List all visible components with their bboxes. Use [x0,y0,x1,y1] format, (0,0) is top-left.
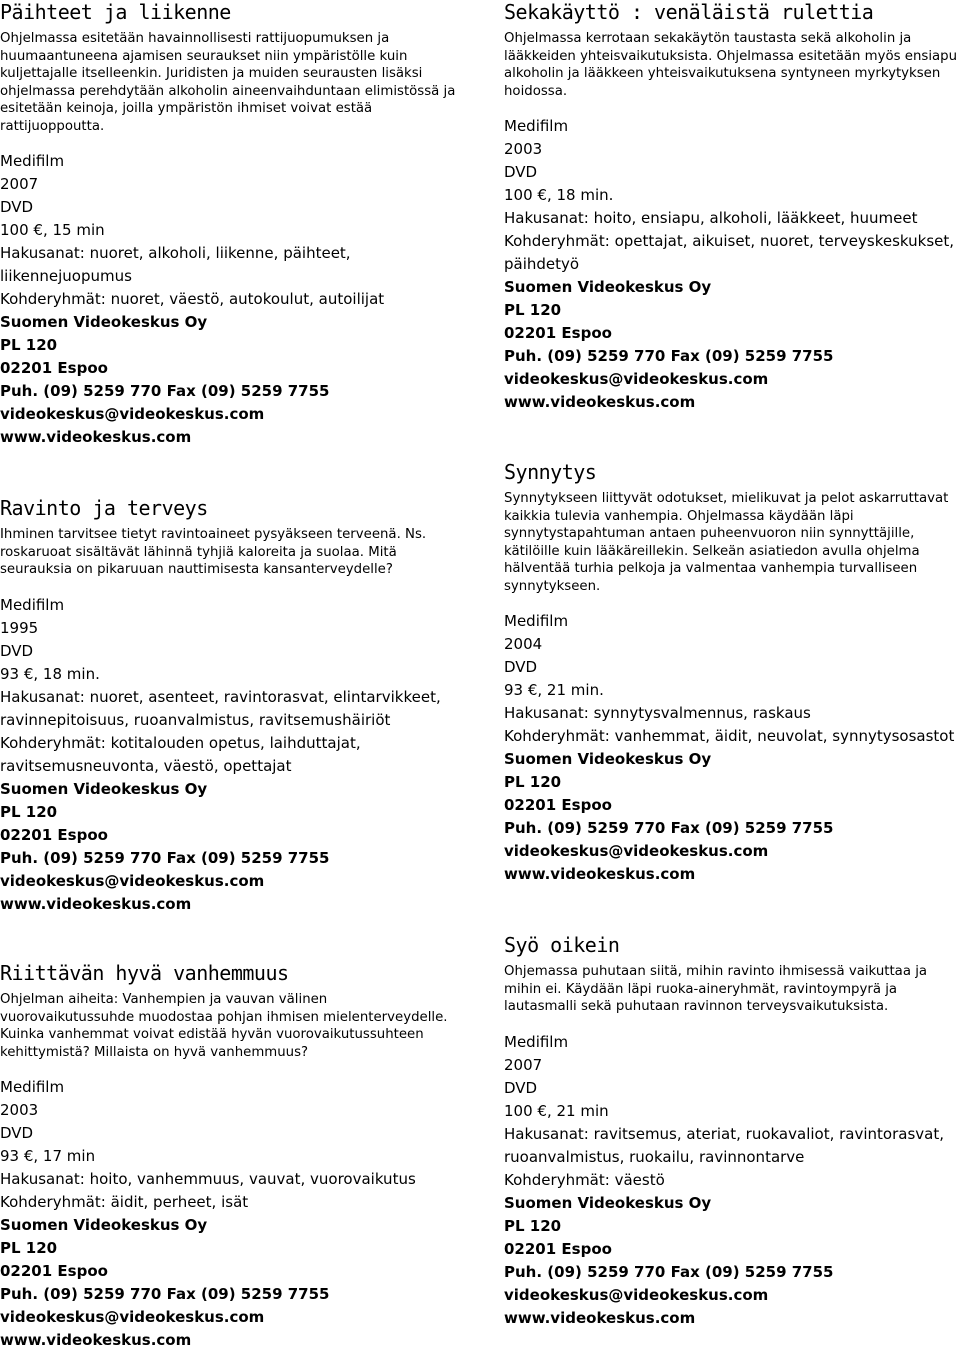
entry-keywords: Hakusanat: nuoret, alkoholi, liikenne, päihteet, liikennejuopumus [0,244,351,285]
entry-description: Synnytykseen liittyvät odotukset, mielikuvat ja pelot askarruttavat kaikkia tulevia vanhempia. Ohjelmassa käydään läpi synnytystapahtuman antaen puheenvuoron niin synnyttäjille, kätilöille kuin lääkäreillekin. Selkeän asiatiedon avulla ohjelma hälventää turhia pelkoja ja valmentaa vanhempia turvalliseen synnytykseen. [504,491,949,594]
contact-pobox: PL 120 [504,773,562,791]
entry-format: DVD [504,658,538,676]
entry-title: Päihteet ja liikenne [0,0,231,24]
entry-description: Ohjemassa puhutaan siitä, mihin ravinto ihmisessä vaikuttaa ja mihin ei. Käydään läpi ruoka-aineryhmät, ravintoympyrä ja lautasmalli sekä puhutaan ravinnon terveysvaikutuksista. [504,964,928,1014]
entry-details [0,594,456,916]
entry-format: DVD [504,163,538,181]
entry-format: DVD [0,1124,34,1142]
entry-description: Ohjelmassa esitetään havainnollisesti rattijuopumuksen ja huumaantuneena ajamisen seuraukset niin ympäristölle kuin kuljettajalle itselleenkin. Juridisten ja muiden seurausten lisäksi ohjelmassa perehdytään alkoholin aineenvaihduntaan elimistössä ja esitetään keinoja, joilla ympäristön ihmiset voivat estää rattijuoppoutta. [0,31,456,134]
entry-title: Ravinto ja terveys [0,496,208,520]
entry-price: 100 €, 21 min [504,1101,609,1120]
contact-company: Suomen Videokeskus Oy [0,1216,208,1234]
contact-web[interactable]: www.videokeskus.com [0,428,192,446]
contact-phone: Puh. (09) 5259 770 Fax (09) 5259 7755 [504,1262,834,1281]
contact-email[interactable]: videokeskus@videokeskus.com [0,871,265,890]
contact-pobox: PL 120 [0,1239,58,1257]
entry-producer: Medifilm [0,1078,65,1096]
entry-title: Sekakäyttö : venäläistä rulettia [504,0,874,24]
entry-producer: Medifilm [504,1032,569,1051]
entry-year: 2007 [0,175,39,193]
contact-postal: 02201 Espoo [504,796,612,814]
entry-details [504,115,960,414]
entry-keywords: Hakusanat: hoito, ensiapu, alkoholi, lääkkeet, huumeet [504,209,918,227]
entry-price: 100 €, 18 min. [504,186,614,204]
contact-pobox: PL 120 [0,336,58,354]
catalog-entry [0,961,456,1352]
entry-title: Riittävän hyvä vanhemmuus [0,961,289,985]
catalog-entry [0,496,456,916]
entry-producer: Medifilm [504,612,569,630]
contact-pobox: PL 120 [504,1216,562,1235]
contact-postal: 02201 Espoo [0,1262,108,1280]
contact-pobox: PL 120 [504,301,562,319]
entry-description: Ohjelman aiheita: Vanhempien ja vauvan välinen vuorovaikutussuhde muodostaa pohjan ihmisen mielenterveydelle. Kuinka vanhemmat voivat edistää hyvän vuorovaikutussuhteen kehittymistä? Millaista on hyvä vanhemmuus? [0,992,448,1060]
entry-price: 93 €, 17 min [0,1147,96,1165]
contact-postal: 02201 Espoo [504,1239,612,1258]
entry-producer: Medifilm [504,117,569,135]
entry-keywords: Hakusanat: synnytysvalmennus, raskaus [504,704,811,722]
catalog-entry [504,460,960,886]
entry-details [504,1031,960,1330]
entry-keywords: Hakusanat: hoito, vanhemmuus, vauvat, vuorovaikutus [0,1170,416,1188]
contact-web[interactable]: www.videokeskus.com [0,1331,192,1349]
entry-title: Syö oikein [504,933,620,957]
contact-phone: Puh. (09) 5259 770 Fax (09) 5259 7755 [0,382,330,400]
entry-details [504,610,960,886]
entry-audience: Kohderyhmät: opettajat, aikuiset, nuoret, terveyskeskukset, päihdetyö [504,232,955,273]
contact-company: Suomen Videokeskus Oy [0,779,208,798]
contact-company: Suomen Videokeskus Oy [504,750,712,768]
entry-price: 93 €, 18 min. [0,664,100,683]
contact-email[interactable]: videokeskus@videokeskus.com [0,1308,265,1326]
contact-web[interactable]: www.videokeskus.com [0,894,192,913]
contact-web[interactable]: www.videokeskus.com [504,393,696,411]
contact-phone: Puh. (09) 5259 770 Fax (09) 5259 7755 [504,819,834,837]
contact-web[interactable]: www.videokeskus.com [504,865,696,883]
entry-format: DVD [504,1078,538,1097]
entry-year: 2003 [0,1101,39,1119]
entry-title: Synnytys [504,460,597,484]
contact-email[interactable]: videokeskus@videokeskus.com [504,1285,769,1304]
contact-web[interactable]: www.videokeskus.com [504,1308,696,1327]
entry-details [0,150,456,449]
entry-audience: Kohderyhmät: kotitalouden opetus, laihduttajat, ravitsemusneuvonta, väestö, opettajat [0,733,361,775]
catalog-entry [504,0,960,414]
contact-postal: 02201 Espoo [0,359,108,377]
entry-description: Ohjelmassa kerrotaan sekakäytön taustasta sekä alkoholin ja lääkkeiden yhteisvaikutuksista. Ohjelmassa esitetään myös ensiapu alkoholin ja lääkkeen yhteisvaikutuksena syntyneen myrkytyksen hoidossa. [504,31,958,99]
entry-format: DVD [0,641,34,660]
entry-details [0,1076,456,1352]
catalog-entry [504,933,960,1330]
entry-audience: Kohderyhmät: äidit, perheet, isät [0,1193,249,1211]
contact-email[interactable]: videokeskus@videokeskus.com [504,370,769,388]
entry-audience: Kohderyhmät: väestö [504,1170,665,1189]
entry-price: 100 €, 15 min [0,221,105,239]
entry-keywords: Hakusanat: ravitsemus, ateriat, ruokavaliot, ravintorasvat, ruoanvalmistus, ruokailu, ravinnontarve [504,1124,944,1166]
entry-year: 1995 [0,618,39,637]
contact-postal: 02201 Espoo [504,324,612,342]
entry-format: DVD [0,198,34,216]
contact-phone: Puh. (09) 5259 770 Fax (09) 5259 7755 [504,347,834,365]
catalog-entry [0,0,456,449]
contact-email[interactable]: videokeskus@videokeskus.com [0,405,265,423]
contact-phone: Puh. (09) 5259 770 Fax (09) 5259 7755 [0,1285,330,1303]
entry-price: 93 €, 21 min. [504,681,604,699]
contact-company: Suomen Videokeskus Oy [504,278,712,296]
contact-company: Suomen Videokeskus Oy [0,313,208,331]
entry-year: 2003 [504,140,543,158]
contact-pobox: PL 120 [0,802,58,821]
contact-phone: Puh. (09) 5259 770 Fax (09) 5259 7755 [0,848,330,867]
entry-year: 2004 [504,635,543,653]
entry-producer: Medifilm [0,152,65,170]
entry-audience: Kohderyhmät: nuoret, väestö, autokoulut, autoilijat [0,290,385,308]
entry-audience: Kohderyhmät: vanhemmat, äidit, neuvolat, synnytysosastot [504,727,955,745]
entry-producer: Medifilm [0,595,65,614]
contact-company: Suomen Videokeskus Oy [504,1193,712,1212]
contact-postal: 02201 Espoo [0,825,108,844]
entry-keywords: Hakusanat: nuoret, asenteet, ravintorasvat, elintarvikkeet, ravinnepitoisuus, ruoanvalmistus, ravitsemushäiriöt [0,687,441,729]
contact-email[interactable]: videokeskus@videokeskus.com [504,842,769,860]
entry-description: Ihminen tarvitsee tietyt ravintoaineet pysyäkseen terveenä. Ns. roskaruoat sisältävät lähinnä tyhjiä kaloreita ja suolaa. Mitä seurauksia on pikaruuan nauttimisesta kansanterveydelle? [0,527,427,577]
entry-year: 2007 [504,1055,543,1074]
